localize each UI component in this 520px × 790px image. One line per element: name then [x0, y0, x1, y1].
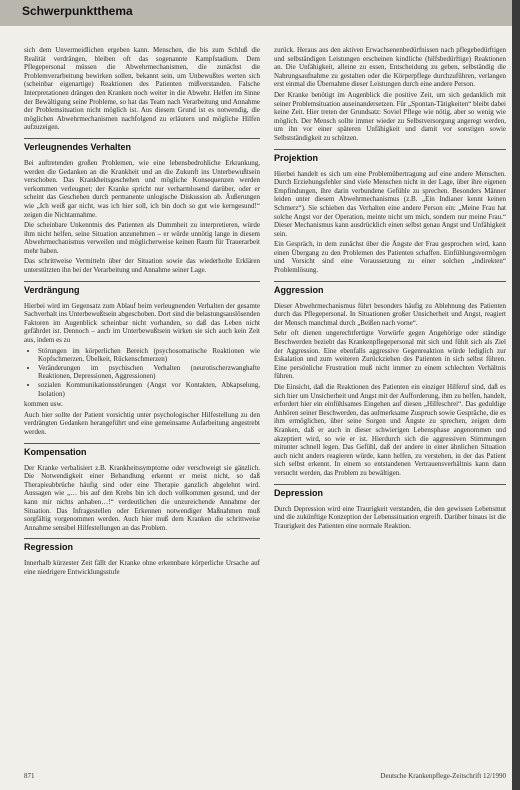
paragraph: Hierbei handelt es sich um eine Problemübertragung auf eine andere Menschen. Durch Erziehungsfehler sind viele Menschen nicht in der Lage, über ihre eigenen Empfindungen, ihre darin verbundene Gefühle zu sprechen. Besonders Männer leiden unter diesem Abwehrmechanismus (z.B. „Ein Indianer kennt keinen Schmerz“). Sie schieben das Verhalten eine andere Person ein: „Meine Frau hat solche Angst vor der Operation, meinte nicht um mich, sondern nur meine Frau.“ Dieser Mechanismus kann ausdrücklich einen selbst genau Angst und Unfähigkeit sein. — [274, 169, 506, 238]
bullet-item: • Veränderungen im psychischen Verhalten (neurotischerzwanghafte Reaktionen, Depressionen, Aggressionen) — [38, 364, 260, 381]
scan-edge — [512, 0, 520, 790]
page-number: 871 — [24, 772, 35, 780]
bullet-item: • sozialen Kommunikationsstörungen (Angst vor Kontakten, Abkapselung, Isolation) — [38, 381, 260, 398]
paragraph: Hierbei wird im Gegensatz zum Ablauf beim verleugnenden Verhalten der gesamte Sachverhalt ins Unterbewußtsein abgeschoben. Dort sind die belastungsauslösenden Faktoren im Augenblick scheinbar nicht vorhanden, so daß das Leben nicht gefährdet ist. Dennoch – auch im Unterbewußtsein wirken sie sich auch kein Zeit aus, indem es zu — [24, 301, 260, 345]
paragraph: Bei auftretenden großen Problemen, wie eine lebensbedrohliche Erkrankung, werden die Gedanken an die Krankheit und an die Zukunft ins Unterbewußtsein verschoben. Das Krankheitsgeschehen und mögliche Konsequenzen werden verkommen verleugnet; der Kranke spricht nur verharmlosend darüber, oder er scheint das Geschehen durch permanente unlogische Diskussion ab. Äußerungen wie „Ich weiß gar nicht, was ich hier soll, ich bin doch so gut wie kerngesund!“ zeigen die Nichtannahme. — [24, 158, 260, 219]
paragraph: Durch Depression wird eine Traurigkeit verstanden, die den gewissen Lebensmut und die zukünftige Konzeption der Lebenssituation ergreift. Darüber hinaus ist die Traurigkeit des Patienten eine normale Reaktion. — [274, 504, 506, 530]
section-heading: Regression — [24, 538, 260, 555]
bullet-item: • Störungen im körperlichen Bereich (psychosomatische Reaktionen wie Kopfschmerzen, Übelkeit, Rückenschmerzen) — [38, 347, 260, 364]
paragraph: Der Kranke verbalisiert z.B. Krankheitssymptome oder verschweigt sie gänzlich. Die Notwendigkeit einer Behandlung erkennt er meist nicht, so daß Therapieabbrüche häufig sind oder eine Therapie ganzlich abgelehnt wird. Aussagen wie „… bis auf den Krebs bin ich doch vollkommen gesund, und der kann mir nichts anhaben…!“ verdeutlichen die unzureichende Annahme der Situation. Das Infragestellen oder Erkennen notwendiger Maßnahmen muß sorgfältig vorgenommen werden. Auch hier muß dem Kranken die schrittweise Annahme sensibel Hilfestellungen an das Problem. — [24, 463, 260, 532]
section-heading: Verdrängung — [24, 281, 260, 298]
paragraph: Innerhalb kürzester Zeit fällt der Kranke ohne erkennbare körperliche Ursache auf eine niedrigere Entwicklungsstufe — [24, 559, 260, 576]
section-heading: Verleugnendes Verhalten — [24, 138, 260, 155]
paragraph: Dieser Abwehrmechanismus führt besonders häufig zu Ablehnung des Patienten durch das Pflegepersonal. In Situationen großer Unsicherheit und Angst, reagiert der Mensch manchmal durch „Beißen nach vorne“. — [274, 301, 506, 327]
paragraph: Ein Gespräch, in dem zunächst über die Ängste der Frau gesprochen wird, kann einen Übergang zu den Problemen des Patienten schaffen. Einfühlungsvermögen und Vorsicht sind eine Voraussetzung zu einer solchen „indirekten“ Problemlösung. — [274, 240, 506, 275]
section-title: Schwerpunktthema — [22, 4, 133, 18]
left-column — [24, 46, 260, 579]
source-line: Deutsche Krankenpflege-Zeitschrift 12/1990 — [380, 772, 506, 780]
page-footer — [24, 772, 506, 784]
paragraph: sich dem Unvermeidlichen ergeben kann. Menschen, die bis zum Schluß die Realität verdrängen, bleiben oft das sogenannte Kampfstadium. Dem Pflegepersonal müssen die Abwehrmechanismen, die zunächst die Problemverarbeitung bewirken sollen, bekannt sein, um Unbewußtes werten sich (scheinbar eigenartige) Reaktionen des Patienten mißverstanden. Falsche Interpretationen drängen den Kranken noch weiter in die Abwehr. Helfen im Sinne der Bewältigung seine Probleme, so hat das Team nach Verarbeitung und Annahme der Problemsituation nicht möglich ist. Aus diesem Grund ist es notwendig, die möglichen Abwehrmechanismen nachfolgend zu erläutern und mögliche Hilfen aufzuzeigen. — [24, 46, 260, 132]
right-column — [274, 46, 506, 532]
paragraph: Die Einsicht, daß die Reaktionen des Patienten ein einziger Hilferuf sind, daß es sich hier um Unsicherheit und Angst mit der Aufforderung, ihm zu helfen, handelt, erfordert hier ein einfühlsames Eingehen auf diesen „Hilfeschrei“. Das geduldige Anhören seiner Beschwerden, das aufmerksame Zuspruch sowie Gespräche, die es ihm ermöglichen, über seine Sorgen und Ängste zu sprechen, zeigen dem Kranken, daß er auch in dieser schwierigen Lebensphase angenommen und akzeptiert wird, so wie er ist. Hierdurch sich die aggressiven Stimmungen mitunter schnell legen. Das Gefühl, daß der andere in einer ähnlichen Situation auch nicht anders reagieren würde, kann helfen, zu verstehen, in der das Patient sich selbst erkennt. In einem so entstandenen Vertrauensverhältnis kann dann versucht werden, das Problem zu bewältigen. — [274, 383, 506, 477]
section-heading: Aggression — [274, 281, 506, 298]
section-heading: Projektion — [274, 149, 506, 166]
section-heading: Kompensation — [24, 443, 260, 460]
paragraph: Die scheinbare Unkenntnis des Patienten als Dummheit zu interpretieren, würde ihm nicht helfen, seine Situation anzunehmen – er würde unnötig lange in diesem Abwehrmechanismus verweilen und möglicherweise keinen Raum für Trauerarbeit mehr haben. — [24, 221, 260, 255]
bullet-list — [24, 347, 260, 399]
paragraph: Das schrittweise Vermitteln über der Situation sowie das wiederholte Erklären unterstützten ihn bei der Verarbeitung und Annahme seiner Lage. — [24, 257, 260, 275]
paragraph: Sehr oft dienen ungerechtfertigte Vorwürfe gegen Angehörige oder ständige Beschwerden bezieht das Krankenpflegepersonal mit sich und fühlt sich als Ziel der Aggression. Eine ebenfalls aggressive Gegenreaktion würde lediglich zur Eskalation und zum weiteren Zurückziehen des Patienten in sich selbst führen. Eine persönliche Frustration muß nicht immer zu einem schlechten Verhältnis führen. — [274, 329, 506, 381]
paragraph: zurück. Heraus aus den aktiven Erwachsenenbedürfnissen nach pflegebedürftigen und selbständigen Leistungen erscheinen kindliche (hilfsbedürftige) Reaktionen an. Die Unfähigkeit, alleine zu essen, Entscheidung zu geben, selbständig die Nahrungsaufnahme zu gestalten oder die Körperpflege durchzuführen, verlangen erst einmal die Übernahme dieser Leistungen durch eine andere Person. — [274, 46, 506, 89]
paragraph: Auch hier sollte der Patient vorsichtig unter psychologischer Hilfestellung zu den verdrängten Gedanken herangeführt und eine gemeinsame Aufarbeitung angestrebt werden. — [24, 410, 260, 436]
header-bar — [0, 0, 520, 26]
section-heading: Depression — [274, 484, 506, 501]
paragraph: kommen usw. — [24, 400, 63, 409]
paragraph: Der Kranke benötigt im Augenblick die positive Zeit, um sich gedanklich mit seiner Problemsituation auseinandersetzen. Für „Spontan-Tätigkeiten“ bleibt dabei keine Zeit. Hier treten der Grundsatz: Soviel Pflege wie nötig, aber so wenig wie möglich. Der Mensch sollte immer wieder zu Selbstversorgung angeregt werden, um ihn vor einer späteren Unfähigkeit und damit vor sonstigen sowie Selbstständigkeit zu schützen. — [274, 90, 506, 142]
